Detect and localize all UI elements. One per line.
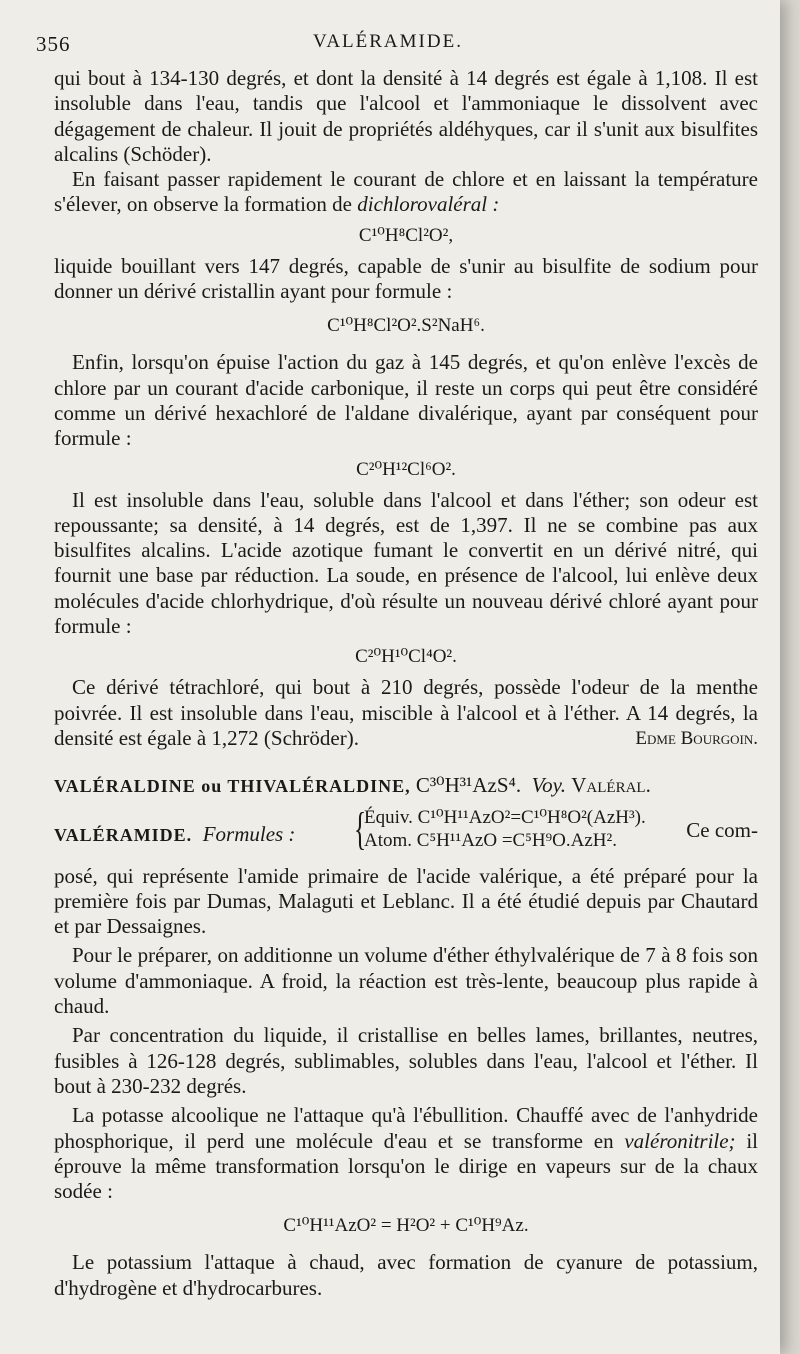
entry-valeraldine-ref: Valéral. xyxy=(571,773,651,798)
entry-valeraldine-voy: Voy. xyxy=(531,773,566,798)
entry-valeramide-head-line xyxy=(54,822,295,847)
running-title: VALÉRAMIDE. xyxy=(313,31,463,52)
paragraph-tetrachloro xyxy=(54,675,758,751)
entry-valeramide-tail: Ce com- xyxy=(686,817,758,842)
formula-bisulfite-derivative: C¹⁰H⁸Cl²O².S²NaH⁶. xyxy=(327,315,485,337)
paragraph-potash-text-a: La potasse alcoolique ne l'attaque qu'à l'ébullition. Chauffé avec de l'anhydride phosphorique, il perd une molécule d'eau et se transforme en xyxy=(54,1103,758,1153)
paragraph-chlorine-text: En faisant passer rapidement le courant de chlore et en laissant la température s'élever, on observe la formation de xyxy=(54,167,758,217)
page-body xyxy=(54,66,758,1301)
paragraph-potassium: Le potassium l'attaque à chaud, avec formation de cyanure de potassium, d'hydrogène et d'hydrocarbures. xyxy=(54,1250,758,1300)
paragraph-boiling-point: qui bout à 134-130 degrés, et dont la densité à 14 degrés est égale à 1,108. Il est insoluble dans l'eau, tandis que l'alcool et l'ammoniaque le dissolvent avec dégagement de chaleur. Il jouit de propriétés aldéhyques, car il s'unit aux bisulfites alcalins (Schöder). xyxy=(54,66,758,166)
paragraph-chlorine xyxy=(54,167,758,218)
entry-valeramide-formules: Formules : xyxy=(202,821,296,846)
paragraph-preparation: Pour le préparer, on additionne un volume d'éther éthylvalérique de 7 à 8 fois son volume d'ammoniaque. A froid, la réaction est très-lente, beaucoup plus rapide à chaud. xyxy=(54,943,758,1019)
paragraph-crystallization: Par concentration du liquide, il cristallise en belles lames, brillantes, neutres, fusibles à 126-128 degrés, sublimables, solubles dans l'eau, l'alcool et l'éther. Il bout à 230-232 degrés. xyxy=(54,1023,758,1098)
paragraph-hexachloro: Enfin, lorsqu'on épuise l'action du gaz à 145 degrés, et qu'on enlève l'excès de chlore par un courant d'acide carbonique, il reste un corps qui peut être considéré comme un dérivé hexachloré de l'aldane divalérique, ayant par conséquent pour formule : xyxy=(54,350,758,451)
formula-dichlorovaleral: C¹⁰H⁸Cl²O², xyxy=(358,224,454,246)
paragraph-potash xyxy=(54,1103,758,1204)
formula-brace: { xyxy=(354,802,367,854)
paragraph-properties: Il est insoluble dans l'eau, soluble dans l'alcool et dans l'éther; son odeur est repoussante; sa densité, à 14 degrés, est de 1,397. Il ne se combine pas aux bisulfites alcalins. L'acide azotique fumant le convertit en un dérivé nitré, qui fournit une base par réduction. La soude, en présence de l'alcool, lui enlève deux molécules d'acide chlorhydrique, d'où résulte un nouveau dérivé chloré ayant pour formule : xyxy=(54,487,758,639)
entry-valeramide-head: VALÉRAMIDE. xyxy=(54,824,193,845)
term-valeronitrile: valéronitrile; xyxy=(624,1128,736,1153)
page-number: 356 xyxy=(36,32,71,56)
entry-valeraldine xyxy=(54,773,758,799)
page-header xyxy=(36,28,740,56)
formula-atom: Atom. C⁵H¹¹AzO =C⁵H⁹O.AzH². xyxy=(364,829,617,851)
formula-dehydration: C¹⁰H¹¹AzO² = H²O² + C¹⁰H⁹Az. xyxy=(283,1215,529,1237)
paragraph-potash-text-b: il éprouve la même transformation lorsqu'on le dirige en vapeurs sur de la chaux sodée : xyxy=(54,1128,758,1204)
term-dichlorovaleral: dichlorovaléral : xyxy=(357,192,500,217)
entry-valeraldine-head: VALÉRALDINE ou THIVALÉRALDINE, xyxy=(54,776,411,797)
entry-valeramide xyxy=(54,802,758,864)
author-signature: Edme Bourgoin. xyxy=(635,727,758,749)
formula-tetrachloro: C²⁰H¹⁰Cl⁴O². xyxy=(355,646,457,668)
formula-equiv: Équiv. C¹⁰H¹¹AzO²=C¹⁰H⁸O²(AzH³). xyxy=(364,806,646,828)
paragraph-amide-description: posé, qui représente l'amide primaire de l'acide valérique, a été préparé pour la première fois par Dumas, Malaguti et Leblanc. Il a été étudié depuis par Chautard et par Dessaignes. xyxy=(54,863,758,939)
entry-valeraldine-formula: C³⁰H³¹AzS⁴. xyxy=(415,773,522,798)
paragraph-tetrachloro-text: Ce dérivé tétrachloré, qui bout à 210 degrés, possède l'odeur de la menthe poivrée. Il est insoluble dans l'eau, miscible à l'alcool et à l'éther. A 14 degrés, la densité est égale à 1,272 (Schröder). xyxy=(54,675,758,750)
paragraph-liquid-147: liquide bouillant vers 147 degrés, capable de s'unir au bisulfite de sodium pour donner un dérivé cristallin ayant pour formule : xyxy=(54,253,758,304)
formula-hexachloro: C²⁰H¹²Cl⁶O². xyxy=(356,458,456,480)
